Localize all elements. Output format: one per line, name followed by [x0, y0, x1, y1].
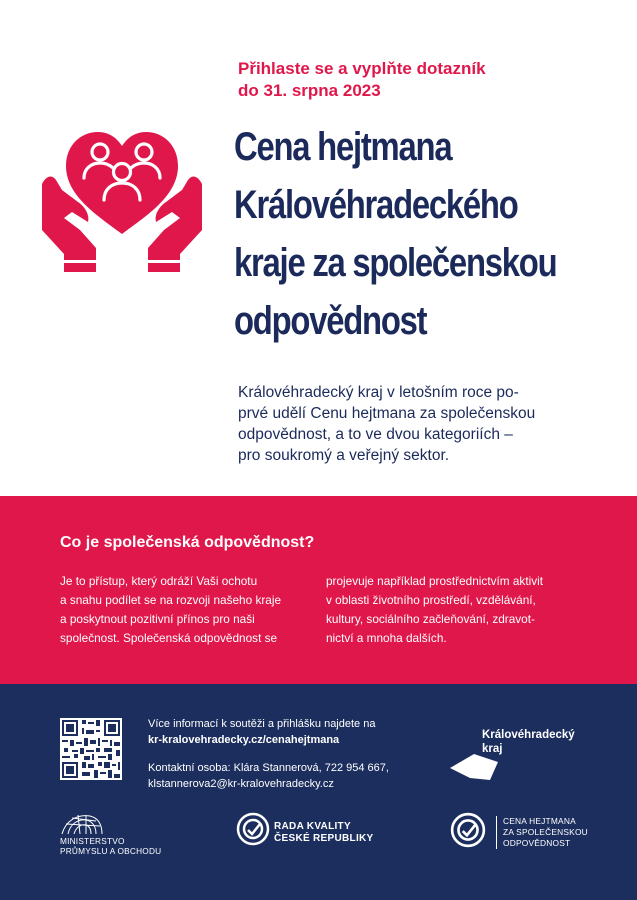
- title-line-1: Cena hejtmana: [234, 125, 452, 169]
- heart-in-hands-people-icon: [38, 122, 206, 280]
- csr-section: [0, 496, 637, 684]
- kralovehradecky-kraj-logo-icon: [448, 742, 500, 782]
- quality-council-logo: [236, 812, 386, 852]
- contact-person: Kontaktní osoba: Klára Stannerová, 722 954 667,: [148, 762, 389, 774]
- ministry-logo: [60, 812, 170, 858]
- qr-code-icon[interactable]: [60, 718, 122, 780]
- intro-paragraph: [238, 382, 578, 466]
- csr-right-line: kultury, sociálního začleňování, zdravot-: [326, 612, 535, 626]
- ministry-globe-logo-icon: [60, 812, 104, 836]
- quality-council-logo-icon: [236, 812, 270, 846]
- rada-line-2: ČESKÉ REPUBLIKY: [274, 833, 374, 844]
- kralovehradecky-kraj-logo: [448, 726, 588, 780]
- intro-line-3: odpovědnost, a to ve dvou kategoriích –: [238, 426, 513, 443]
- award-logo-icon: [450, 812, 486, 848]
- intro-line-2: prvé udělí Cenu hejtmana za společenskou: [238, 405, 536, 422]
- kraj-logo-line-1: Královéhradecký: [482, 729, 575, 741]
- quality-council-logo-text: [274, 821, 374, 845]
- deadline-line-1: Přihlaste se a vyplňte dotazník: [238, 59, 486, 78]
- campaign-link[interactable]: kr-kralovehradecky.cz/cenahejtmana: [148, 734, 340, 746]
- kraj-logo-line-2: kraj: [482, 743, 503, 755]
- rada-line-1: RADA KVALITY: [274, 821, 351, 832]
- csr-text-left: [60, 572, 320, 648]
- cena-line-3: ODPOVĚDNOST: [503, 838, 571, 848]
- mpo-line-2: PRŮMYSLU A OBCHODU: [60, 846, 162, 856]
- intro-line-1: Královéhradecký kraj v letošním roce po-: [238, 384, 519, 401]
- more-info-text: Více informací k soutěži a přihlášku najdete na: [148, 718, 376, 730]
- mpo-line-1: MINISTERSTVO: [60, 836, 125, 846]
- csr-heading: Co je společenská odpovědnost?: [60, 534, 315, 551]
- contact-footer: [0, 684, 637, 900]
- ministry-logo-text: [60, 836, 161, 856]
- csr-right-line: nictví a mnoha dalších.: [326, 631, 447, 645]
- title-line-4: odpovědnost: [234, 299, 427, 343]
- intro-line-4: pro soukromý a veřejný sektor.: [238, 447, 450, 464]
- title-line-3: kraje za společenskou: [234, 241, 557, 285]
- cena-line-2: ZA SPOLEČENSKOU: [503, 827, 588, 837]
- deadline-line-2: do 31. srpna 2023: [238, 81, 381, 100]
- deadline-notice: [238, 58, 598, 102]
- contact-email[interactable]: klstannerova2@kr-kralovehradecky.cz: [148, 778, 334, 790]
- award-logo: [450, 812, 600, 852]
- csr-left-line: a snahu podílet se na rozvoji našeho kraje: [60, 593, 282, 607]
- csr-text-right: [326, 572, 596, 648]
- award-logo-text: [496, 816, 588, 849]
- csr-right-line: v oblasti životního prostředí, vzdělávání,: [326, 593, 536, 607]
- cena-line-1: CENA HEJTMANA: [503, 816, 576, 826]
- title-line-2: Královéhradeckého: [234, 183, 518, 227]
- csr-left-line: a poskytnout pozitivní přínos pro naši: [60, 612, 255, 626]
- contact-info: [148, 716, 438, 792]
- csr-left-line: společnost. Společenská odpovědnost se: [60, 631, 278, 645]
- csr-left-line: Je to přístup, který odráží Vaši ochotu: [60, 574, 258, 588]
- page-title: [234, 118, 557, 350]
- csr-right-line: projevuje například prostřednictvím aktivit: [326, 574, 544, 588]
